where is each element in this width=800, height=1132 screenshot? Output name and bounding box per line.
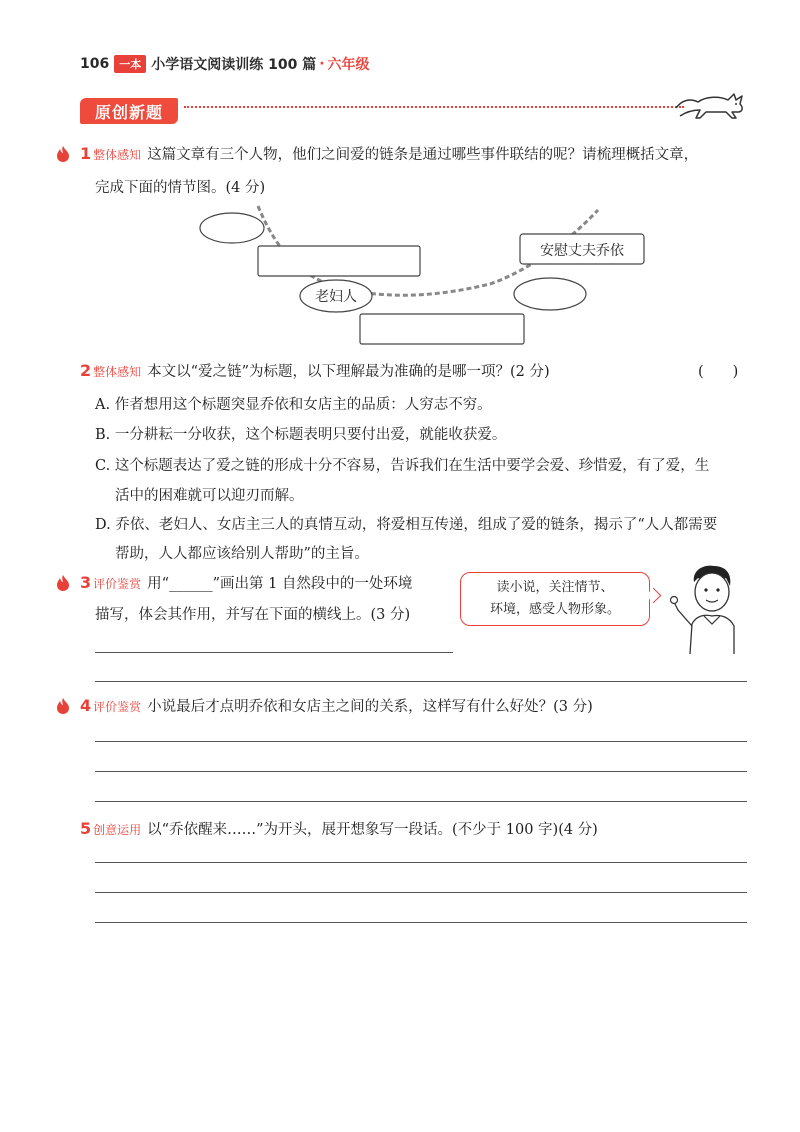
q4-answer-line-1[interactable] [95,741,747,742]
section-divider [184,106,684,108]
q5-answer-line-2[interactable] [95,892,747,893]
q3-tag: 评价鉴赏 [93,577,142,591]
q3-answer-line-2[interactable] [95,681,747,682]
page-header [80,52,370,76]
q2-number: 2 [80,361,92,380]
q5-answer-line-1[interactable] [95,862,747,863]
q2-option-c[interactable]: C. 这个标题表达了爱之链的形成十分不容易，告诉我们在生活中要学会爱、珍惜爱，有了爱，生 [95,458,710,474]
q2-tag: 整体感知 [93,365,142,379]
section-title: 原创新题 [80,98,178,124]
q3-stem-line1 [80,572,412,593]
q5-tag: 创意运用 [93,823,142,837]
book-title: 小学语文阅读训练 100 篇 [151,57,317,73]
boy-illustration-icon [668,562,754,654]
q5-text: 以“乔依醒来……”为开头，展开想象写一段话。(不少于 100 字)(4 分) [147,822,598,838]
blank-box-bottom [360,314,524,344]
page-number: 106 [80,56,110,72]
q3-text-line1: 用“______”画出第 1 自然段中的一处环境 [147,576,413,592]
tip-speech-bubble [460,572,650,626]
q2-text: 本文以“爱之链”为标题，以下理解最为准确的是哪一项？(2 分) [147,364,550,380]
blank-box-left [258,246,420,276]
q4-number: 4 [80,696,92,715]
q2-option-d-cont: 帮助，人人都应该给别人帮助”的主旨。 [115,546,369,562]
series-logo: 一本 [114,55,146,73]
q1-tag: 整体感知 [93,148,142,162]
blank-ellipse-right [514,278,586,310]
q1-stem-line1 [80,143,698,164]
q5-answer-line-3[interactable] [95,922,747,923]
label-comfort-husband: 安慰丈夫乔依 [540,243,624,259]
header-separator: · [319,56,325,72]
q2-option-a[interactable]: A. 作者想用这个标题突显乔依和女店主的品质：人穷志不穷。 [95,397,492,413]
tip-line2: 环境，感受人物形象。 [489,602,620,617]
q4-stem [80,695,593,716]
q2-option-b[interactable]: B. 一分耕耘一分收获，这个标题表明只要付出爱，就能收获爱。 [95,427,507,443]
q2-option-c-cont: 活中的困难就可以迎刃而解。 [115,488,304,504]
q3-stem-line2: 描写，体会其作用，并写在下面的横线上。(3 分) [95,607,411,623]
q1-number: 1 [80,144,92,163]
q1-stem-line2: 完成下面的情节图。(4 分) [95,180,266,196]
grade-label: 六年级 [327,57,370,73]
flame-icon [56,697,70,715]
q5-stem [80,818,598,839]
q4-tag: 评价鉴赏 [93,700,142,714]
q5-number: 5 [80,819,92,838]
flame-icon [56,145,70,163]
q4-text: 小说最后才点明乔依和女店主之间的关系，这样写有什么好处？(3 分) [147,699,593,715]
q4-answer-line-3[interactable] [95,801,747,802]
q2-stem [80,360,550,381]
q3-answer-line-1[interactable] [95,652,453,653]
plot-diagram [190,200,660,350]
q2-answer-bracket[interactable]: ( ) [698,364,739,380]
tip-line1: 读小说，关注情节、 [496,580,614,595]
label-old-woman: 老妇人 [315,289,357,305]
blank-ellipse-top-left [200,213,264,243]
q2-option-d[interactable]: D. 乔依、老妇人、女店主三人的真情互动，将爱相互传递，组成了爱的链条，揭示了“人人都需要 [95,517,718,533]
flame-icon [56,574,70,592]
cat-illustration-icon [672,86,752,122]
q4-answer-line-2[interactable] [95,771,747,772]
q3-number: 3 [80,573,92,592]
q1-text-line1: 这篇文章有三个人物，他们之间爱的链条是通过哪些事件联结的呢？请梳理概括文章， [147,147,699,163]
